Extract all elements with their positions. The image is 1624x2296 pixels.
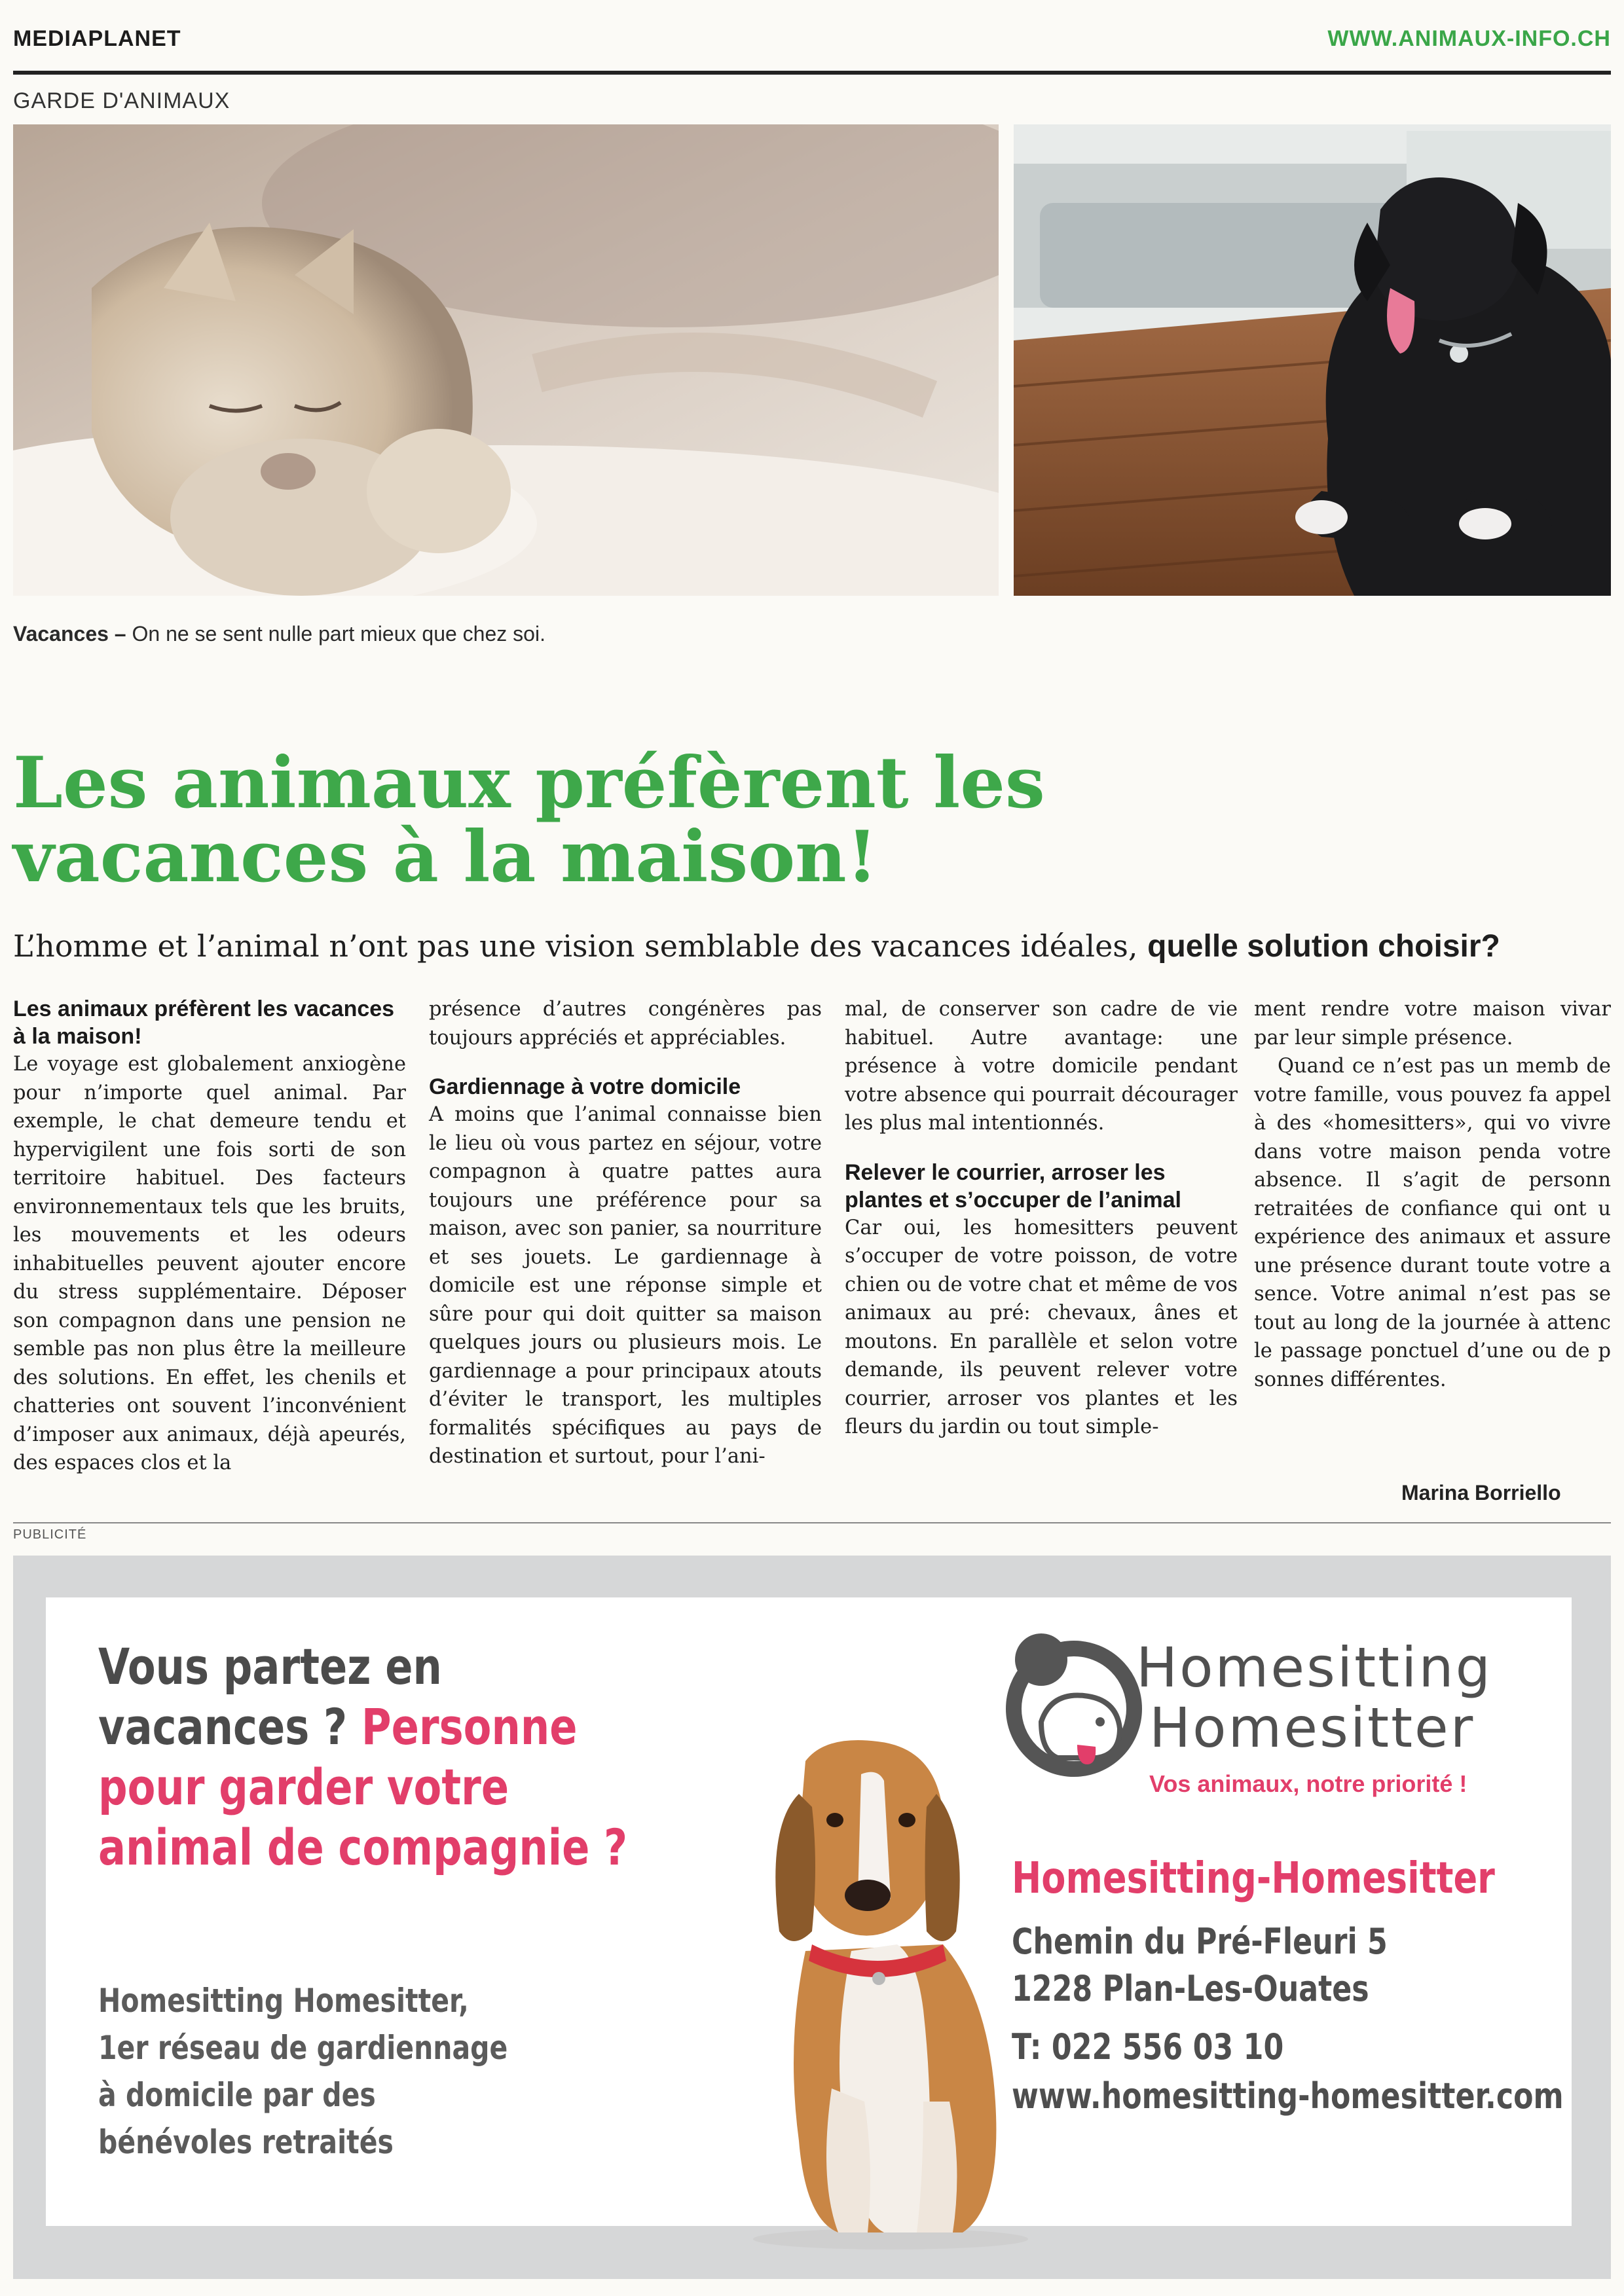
ad-description-line-2: 1er réseau de gardiennage: [98, 2029, 508, 2067]
ad-address-city: 1228 Plan-Les-Ouates: [1012, 1968, 1369, 2009]
article-column-1: [13, 995, 406, 1478]
ad-phone[interactable]: T: 022 556 03 10: [1012, 2026, 1284, 2068]
column-1-heading: Les animaux préfèrent les vacances à la maison!: [13, 996, 395, 1049]
article-title-line-2: vacances à la maison!: [13, 816, 878, 899]
article-title: [13, 742, 1388, 899]
ad-headline-pink-3: animal de compagnie ?: [98, 1818, 628, 1876]
article-subtitle: [13, 928, 1611, 964]
ad-headline-pink-1: Personne: [361, 1698, 578, 1756]
article-author: Marina Borriello: [1401, 1481, 1561, 1504]
ad-description-line-3: à domicile par des: [98, 2076, 376, 2114]
logo-name-homesitter: Homesitter: [1149, 1696, 1475, 1760]
article-column-2: [429, 995, 822, 1471]
caption-text: On ne se sent nulle part mieux que chez soi.: [126, 622, 545, 646]
ad-address-street: Chemin du Pré-Fleuri 5: [1012, 1921, 1388, 1962]
subtitle-emphasis: quelle solution choisir?: [1147, 929, 1500, 964]
ad-website-link[interactable]: www.homesitting-homesitter.com: [1012, 2075, 1564, 2117]
ad-description-line-4: bénévoles retraités: [98, 2123, 394, 2161]
article-column-4: [1254, 995, 1611, 1394]
column-3-heading: Relever le courrier, arroser les plantes et s’occuper de l’animal: [845, 1159, 1181, 1212]
beagle-photo: [727, 1735, 1035, 2252]
column-1-text: Le voyage est globalement anxiogène pour n’importe quel animal. Par exemple, le chat demeure tendu et hypervigilent une fois sorti de son territoire habituel. Des facteurs environnementaux tels que les bruits, les mouvements et les odeurs inhabituelles peuvent ajouter encore du stress supplémentaire. Déposer son compagnon dans une pension ne semble pas non plus être la meilleure des solutions. En effet, les chenils et chatteries ont souvent l’inconvénient d’imposer aux animaux, déjà apeurés, des espaces clos et la: [13, 1053, 406, 1474]
ad-headline: [98, 1637, 627, 1878]
ad-divider: [13, 1522, 1611, 1523]
logo-tagline: Vos animaux, notre priorité !: [1149, 1770, 1467, 1797]
ad-company-name: Homesitting-Homesitter: [1012, 1853, 1495, 1903]
article-title-line-1: Les animaux préfèrent les: [13, 742, 1045, 824]
brand-name: MEDIAPLANET: [13, 26, 181, 51]
section-label: GARDE D'ANIMAUX: [13, 88, 231, 113]
column-2-text-a: présence d’autres congénères pas toujours appréciés et appréciables.: [429, 998, 822, 1049]
logo-name-homesitting: Homesitting: [1136, 1635, 1492, 1700]
ad-headline-pink-2: pour garder votre: [98, 1758, 509, 1816]
sleeping-kitten-photo: [13, 124, 999, 596]
column-4-text-b: Quand ce n’est pas un memb de votre famille, vous pouvez fa appel à des «homesitters», qui vo vivre dans votre maison penda votre absence. Il s’agit de personn retraitées de confiance qui ont u expérience des animaux et assure une présence durant toute votre a sence. Votre animal n’est pas se tout au long de la journée à attenc le passage ponctuel d’une ou de p sonnes différentes.: [1254, 1055, 1611, 1391]
column-3-text-b: Car oui, les homesitters peuvent s’occuper de votre poisson, de votre chien ou de votre chat et même de vos animaux au pré: chevaux, ânes et moutons. En parallèle et selon votre demande, ils peuvent relever votre courrier, arroser vos plantes et les fleurs du jardin ou tout simple-: [845, 1216, 1238, 1438]
column-2-heading: Gardiennage à votre domicile: [429, 1074, 741, 1099]
column-4-text-a: ment rendre votre maison vivar par leur simple présence.: [1254, 998, 1611, 1049]
ad-headline-question: vacances ?: [98, 1698, 361, 1756]
ad-description: [98, 1977, 507, 2166]
publicite-label: PUBLICITÉ: [13, 1527, 87, 1542]
article-column-3: [845, 995, 1238, 1442]
column-3-text-a: mal, de conserver son cadre de vie habituel. Autre avantage: une présence à votre domicile pendant votre absence qui pourrait décourager les plus mal intentionnés.: [845, 998, 1238, 1135]
ad-address: [1012, 1918, 1388, 2013]
photo-caption: [13, 622, 545, 646]
ad-description-line-1: Homesitting Homesitter,: [98, 1982, 469, 2020]
ad-headline-line-1: Vous partez en: [98, 1637, 442, 1696]
subtitle-text: L’homme et l’animal n’ont pas une vision semblable des vacances idéales,: [13, 928, 1148, 964]
ad-headline-line-2: [98, 1697, 627, 1757]
masthead-divider: [13, 71, 1611, 75]
masthead: [13, 26, 1611, 56]
puppy-photo: [1014, 124, 1611, 596]
site-url[interactable]: WWW.ANIMAUX-INFO.CH: [1327, 26, 1611, 51]
column-2-text-b: A moins que l’animal connaisse bien le lieu où vous partez en séjour, votre compagnon à quatre pattes aura toujours une préférence pour sa maison, avec son panier, sa nourriture et ses jouets. Le gardiennage à domicile est une réponse simple et sûre pour qui doit quitter sa maison quelques jours ou plusieurs mois. Le gardiennage a pour principaux atouts d’éviter le transport, les multiples formalités spécifiques au pays de destination et surtout, pour l’ani-: [429, 1103, 822, 1468]
caption-lead: Vacances –: [13, 622, 126, 646]
